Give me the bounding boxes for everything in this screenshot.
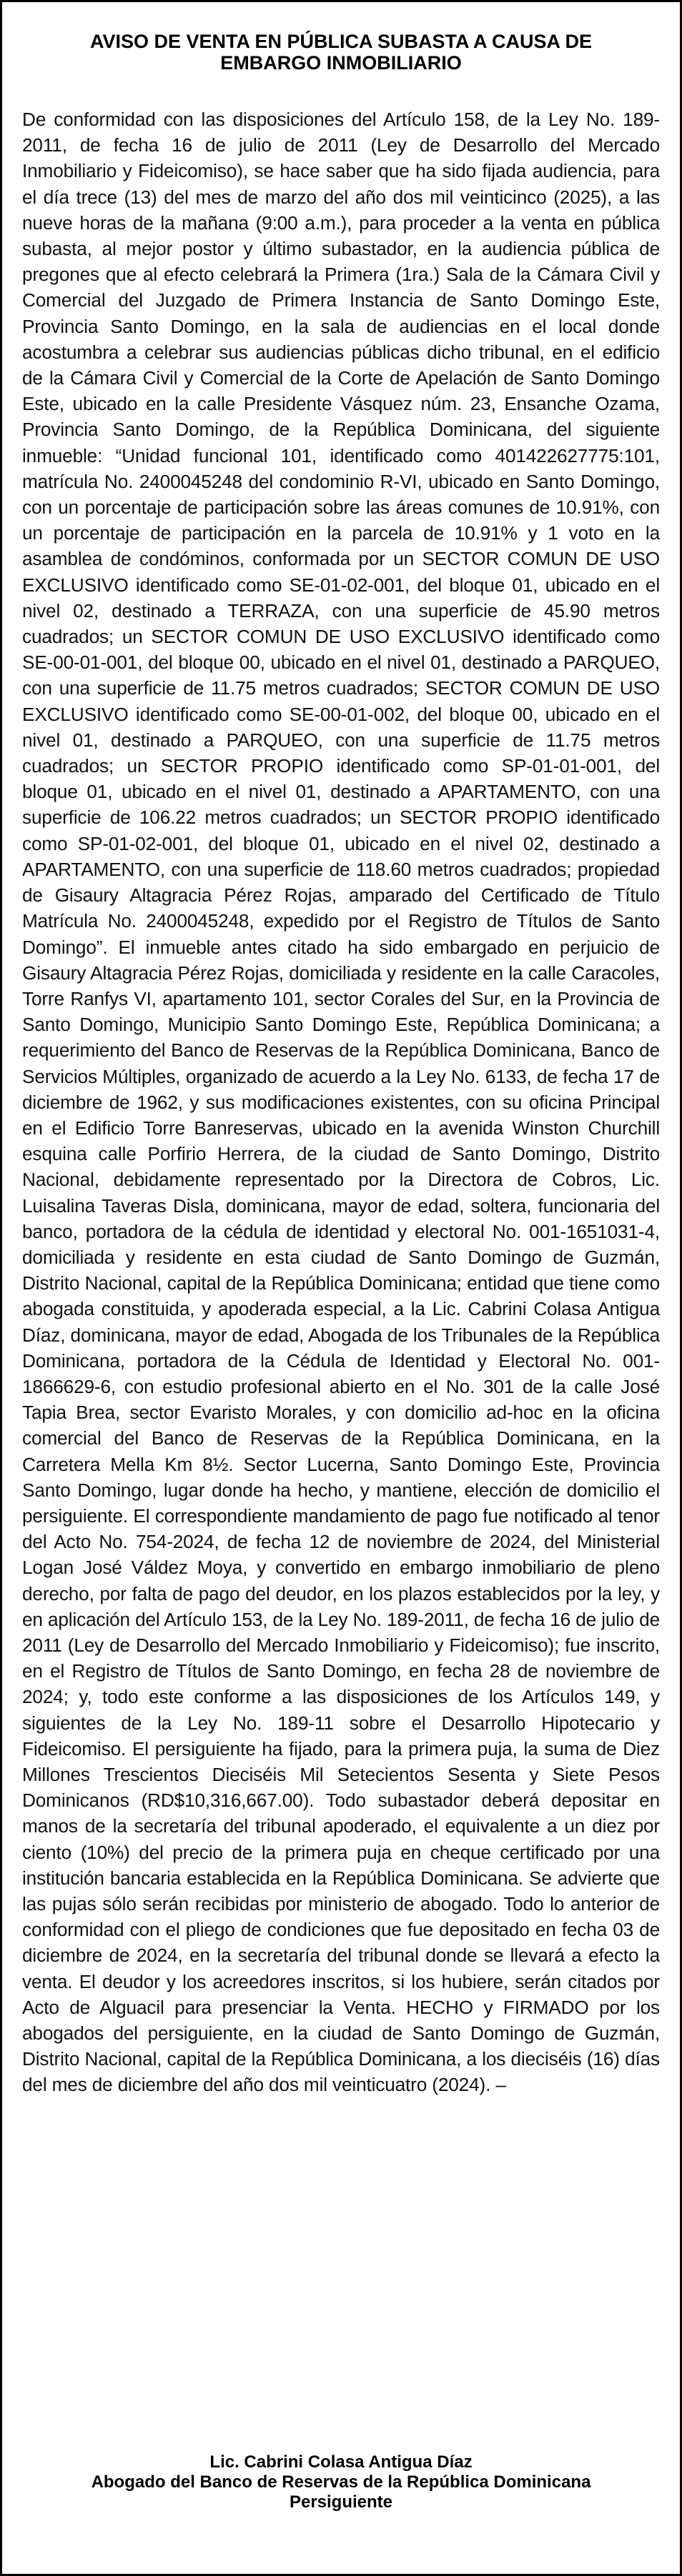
notice-title: AVISO DE VENTA EN PÚBLICA SUBASTA A CAUSA DE EMBARGO INMOBILIARIO	[89, 31, 593, 74]
signatory-name: Lic. Cabrini Colasa Antigua Díaz	[209, 2452, 473, 2472]
signatory-party: Persiguiente	[289, 2492, 393, 2512]
signatory-role: Abogado del Banco de Reservas de la República Dominicana	[91, 2472, 591, 2492]
notice-body: De conformidad con las disposiciones del Artículo 158, de la Ley No. 189-2011, de fecha 16 de julio de 2011 (Ley de Desarrollo del Mercado Inmobiliario y Fideicomiso), se hace saber que ha sido fijada audiencia, para el día trece (13) del mes de marzo del año dos mil veinticinco (2025), a las nueve horas de la mañana (9:00 a.m.), para proceder a la venta en pública subasta, al mejor postor y último subastador, en la audiencia pública de pregones que al efecto celebrará la Primera (1ra.) Sala de la Cámara Civil y Comercial del Juzgado de Primera Instancia de Santo Domingo Este, Provincia Santo Domingo, en la sala de audiencias en el local donde acostumbra a celebrar sus audiencias públicas dicho tribunal, en el edificio de la Cámara Civil y Comercial de la Corte de Apelación de Santo Domingo Este, ubicado en la calle Presidente Vásquez núm. 23, Ensanche Ozama, Provincia Santo Domingo, de la República Dominicana, del siguiente inmueble: “Unidad funcional 101, identificado como 401422627775:101, matrícula No. 2400045248 del condominio R-VI, ubicado en Santo Domingo, con un porcentaje de participación sobre las áreas comunes de 10.91%, con un porcentaje de participación en la parcela de 10.91% y 1 voto en la asamblea de condóminos, conformada por un SECTOR COMUN DE USO EXCLUSIVO identificado como SE-01-02-001, del bloque 01, ubicado en el nivel 02, destinado a TERRAZA, con una superficie de 45.90 metros cuadrados; un SECTOR COMUN DE USO EXCLUSIVO identificado como SE-00-01-001, del bloque 00, ubicado en el nivel 01, destinado a PARQUEO, con una superficie de 11.75 metros cuadrados; SECTOR COMUN DE USO EXCLUSIVO identificado como SE-00-01-002, del bloque 00, ubicado en el nivel 01, destinado a PARQUEO, con una superficie de 11.75 metros cuadrados; un SECTOR PROPIO identificado como SP-01-01-001, del bloque 01, ubicado en el nivel 01, destinado a APARTAMENTO, con una superficie de 106.22 metros cuadrados; un SECTOR PROPIO identificado como SP-01-02-001, del bloque 01, ubicado en el nivel 02, destinado a APARTAMENTO, con una superficie de 118.60 metros cuadrados; propiedad de Gisaury Altagracia Pérez Rojas, amparado del Certificado de Título Matrícula No. 2400045248, expedido por el Registro de Títulos de Santo Domingo”. El inmueble antes citado ha sido embargado en perjuicio de Gisaury Altagracia Pérez Rojas, domiciliada y residente en la calle Caracoles, Torre Ranfys VI, apartamento 101, sector Corales del Sur, en la Provincia de Santo Domingo, Municipio Santo Domingo Este, República Dominicana; a requerimiento del Banco de Reservas de la República Dominicana, Banco de Servicios Múltiples, organizado de acuerdo a la Ley No. 6133, de fecha 17 de diciembre de 1962, y sus modificaciones existentes, con su oficina Principal en el Edificio Torre Banreservas, ubicado en la avenida Winston Churchill esquina calle Porfirio Herrera, de la ciudad de Santo Domingo, Distrito Nacional, debidamente representado por la Directora de Cobros, Lic. Luisalina Taveras Disla, dominicana, mayor de edad, soltera, funcionaria del banco, portadora de la cédula de identidad y electoral No. 001-1651031-4, domiciliada y residente en esta ciudad de Santo Domingo de Guzmán, Distrito Nacional, capital de la República Dominicana; entidad que tiene como abogada constituida, y apoderada especial, a la Lic. Cabrini Colasa Antigua Díaz, dominicana, mayor de edad, Abogada de los Tribunales de la República Dominicana, portadora de la Cédula de Identidad y Electoral No. 001-1866629-6, con estudio profesional abierto en el No. 301 de la calle José Tapia Brea, sector Evaristo Morales, y con domicilio ad-hoc en la oficina comercial del Banco de Reservas de la República Dominicana, en la Carretera Mella Km 8½. Sector Lucerna, Santo Domingo Este, Provincia Santo Domingo, lugar donde ha hecho, y mantiene, elección de domicilio el persiguiente. El correspondiente mandamiento de pago fue notificado al tenor del Acto No. 754-2024, de fecha 12 de noviembre de 2024, del Ministerial Logan José Váldez Moya, y convertido en embargo inmobiliario de pleno derecho, por falta de pago del deudor, en los plazos establecidos por la ley, y en aplicación del Artículo 153, de la Ley No. 189-2011, de fecha 16 de julio de 2011 (Ley de Desarrollo del Mercado Inmobiliario y Fideicomiso); fue inscrito, en el Registro de Títulos de Santo Domingo, en fecha 28 de noviembre de 2024; y, todo este conforme a las disposiciones de los Artículos 149, y siguientes de la Ley No. 189-11 sobre el Desarrollo Hipotecario y Fideicomiso. El persiguiente ha fijado, para la primera puja, la suma de Diez Millones Trescientos Dieciséis Mil Setecientos Sesenta y Siete Pesos Dominicanos (RD$10,316,667.00). Todo subastador deberá depositar en manos de la secretaría del tribunal apoderado, el equivalente a un diez por ciento (10%) del precio de la primera puja en cheque certificado por una institución bancaria establecida en la República Dominicana. Se advierte que las pujas sólo serán recibidas por ministerio de abogado. Todo lo anterior de conformidad con el pliego de condiciones que fue depositado en fecha 03 de diciembre de 2024, en la secretaría del tribunal donde se llevará a efecto la venta. El deudor y los acreedores inscritos, si los hubiere, serán citados por Acto de Alguacil para presenciar la Venta. HECHO y FIRMADO por los abogados del persiguiente, en la ciudad de Santo Domingo de Guzmán, Distrito Nacional, capital de la República Dominicana, a los dieciséis (16) días del mes de diciembre del año dos mil veinticuatro (2024). –	[22, 109, 660, 2096]
signature-block	[22, 2452, 660, 2512]
